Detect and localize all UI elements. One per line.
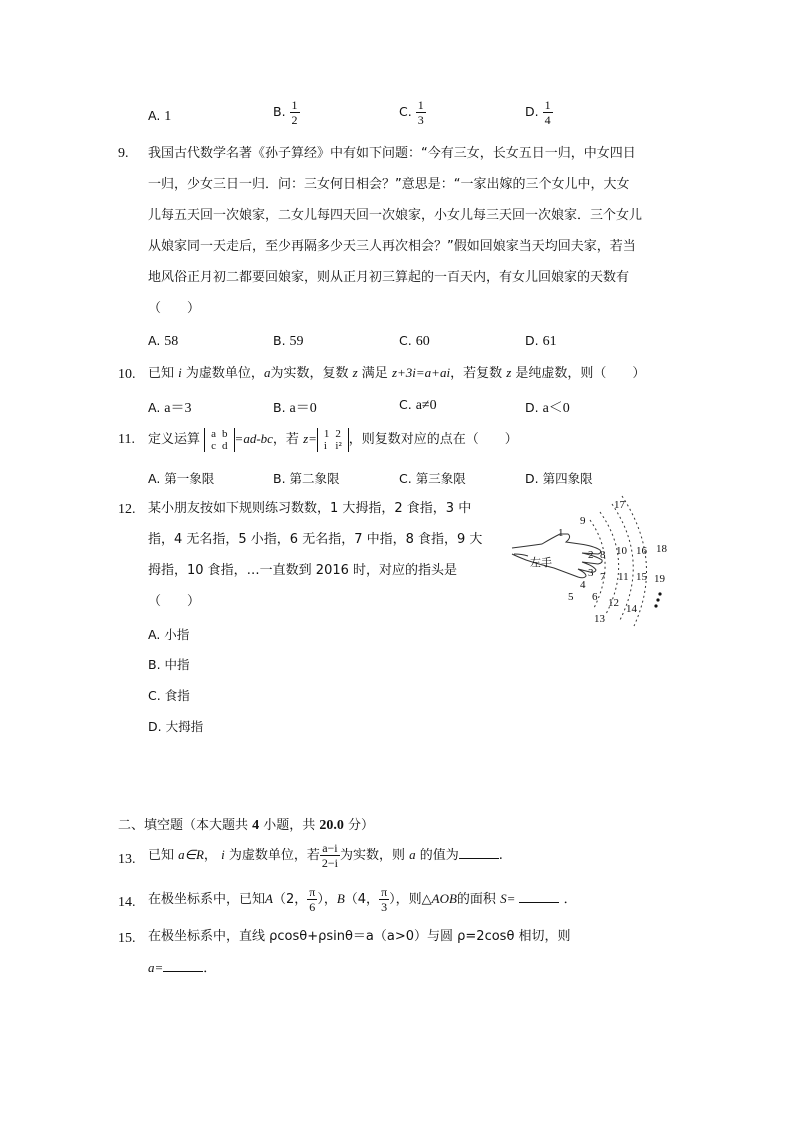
fraction: $\frac{1}{3}$: [417, 98, 424, 127]
question-number: 14.: [118, 895, 136, 910]
finger-number: 18: [656, 543, 667, 555]
finger-number: 1: [558, 527, 564, 539]
question-text-line: 地风俗正月初二都要回娘家，则从正月初三算起的一百天内，有女儿回娘家的天数有: [148, 270, 630, 285]
question-number: 9.: [118, 146, 129, 161]
finger-number: 6: [592, 591, 598, 603]
q10-option-a: A. a＝3: [148, 400, 192, 416]
determinant: 1 2 i i²: [317, 428, 349, 452]
q11-option-d: D. 第四象限: [525, 471, 593, 486]
question-text-line: 我国古代数学名著《孙子算经》中有如下问题：“今有三女，长女五日一归，中女四日: [148, 146, 636, 161]
answer-paren: （ ）: [148, 594, 201, 609]
question-text-line: 指，4 无名指，5 小指，6 无名指，7 中指，8 食指，9 大: [148, 532, 483, 547]
q9-option-d: D. 61: [525, 333, 557, 349]
q11-option-a: A. 第一象限: [148, 471, 215, 486]
q12-option-b: B. 中指: [148, 657, 190, 672]
determinant: a b c d: [204, 428, 234, 452]
fraction: $\frac{\pi}{3}$: [381, 885, 388, 914]
fraction: $\frac{a-i}{2-i}$: [321, 841, 338, 870]
question-text-line: 一归，少女三日一归．问：三女何日相会？”意思是：“一家出嫁的三个女儿中，大女: [148, 177, 630, 192]
finger-number: 8: [600, 549, 606, 561]
answer-blank[interactable]: [519, 888, 559, 903]
question-text-line: 儿每五天回一次娘家，二女儿每四天回一次娘家，小女儿每三天回一次娘家．三个女儿: [148, 208, 643, 223]
hand-label: 左手: [530, 556, 552, 569]
finger-number: 10: [616, 545, 627, 557]
q10-option-c: C. a≠0: [399, 397, 437, 413]
finger-number: 12: [608, 597, 619, 609]
question-number: 12.: [118, 502, 136, 517]
question-number: 13.: [118, 852, 136, 867]
finger-number: 13: [594, 613, 605, 625]
q9-option-a: A. 58: [148, 333, 179, 349]
q12-option-d: D. 大拇指: [148, 719, 204, 734]
q8-option-a: A. 1: [148, 108, 172, 124]
finger-number: 2: [588, 549, 594, 561]
answer-blank[interactable]: [459, 844, 499, 859]
finger-number: 17: [614, 499, 625, 511]
q12-option-a: A. 小指: [148, 627, 190, 642]
answer-blank[interactable]: [163, 957, 203, 972]
question-text-line: 在极坐标系中，直线 ρcosθ+ρsinθ＝a（a>0）与圆 ρ=2cosθ 相切，则: [148, 929, 571, 944]
continuation-dots: [654, 592, 661, 607]
question-number: 11.: [118, 432, 135, 447]
question-text-line: 从娘家同一天走后，至少再隔多少天三人再次相会？”假如回娘家当天均回夫家，若当: [148, 239, 636, 254]
finger-number: 3: [588, 567, 594, 579]
finger-number: 14: [626, 603, 637, 615]
q8-option-c: C. $\frac{1}{3}$: [399, 98, 424, 127]
q8-option-b: B. $\frac{1}{2}$: [273, 98, 298, 127]
q11-option-b: B. 第二象限: [273, 471, 340, 486]
question-text: 在极坐标系中，已知A（2， $\frac{\pi}{6}$ ），B（4， $\frac{\pi}{3}$ ），则△AOB的面积 S= ．: [148, 885, 577, 914]
finger-number: 9: [580, 515, 586, 527]
question-text-line: 某小朋友按如下规则练习数数，1 大拇指，2 食指，3 中: [148, 501, 472, 516]
question-number: 15.: [118, 931, 136, 946]
q10-option-d: D. a＜0: [525, 400, 570, 416]
question-text-line: 拇指，10 食指，…一直数到 2016 时，对应的指头是: [148, 563, 458, 578]
finger-number: 15: [636, 571, 647, 583]
finger-number: 7: [600, 571, 606, 583]
finger-number: 5: [568, 591, 574, 603]
q11-option-c: C. 第三象限: [399, 471, 466, 486]
question-text: 定义运算 a b c d =ad-bc，若 z= 1 2 i i² ，则复数对应的点在（ ）: [148, 427, 518, 452]
answer-paren: （ ）: [148, 301, 201, 316]
q9-option-c: C. 60: [399, 333, 430, 349]
finger-number: 16: [636, 545, 647, 557]
section-header: 二、填空题（本大题共 4 小题，共 20.0 分）: [118, 818, 375, 833]
q9-option-b: B. 59: [273, 333, 304, 349]
q12-option-c: C. 食指: [148, 688, 190, 703]
finger-number: 19: [654, 573, 665, 585]
question-text: 已知 a∈R， i 为虚数单位，若 $\frac{a-i}{2-i}$ 为实数，则 a 的值为 .: [148, 841, 503, 870]
q8-option-d: D. $\frac{1}{4}$: [525, 98, 551, 127]
fraction: $\frac{\pi}{6}$: [309, 885, 316, 914]
question-text: 已知 i 为虚数单位，a为实数，复数 z 满足 z+3i=a+ai，若复数 z 是纯虚数，则（ ）: [148, 365, 646, 381]
finger-number: 11: [618, 571, 629, 583]
question-number: 10.: [118, 367, 136, 382]
q10-option-b: B. a＝0: [273, 400, 317, 416]
fraction: $\frac{1}{2}$: [291, 98, 298, 127]
question-text-line: a= ．: [148, 953, 216, 984]
fraction: $\frac{1}{4}$: [544, 98, 551, 127]
hand-counting-figure: [508, 490, 678, 630]
finger-number: 4: [580, 579, 586, 591]
